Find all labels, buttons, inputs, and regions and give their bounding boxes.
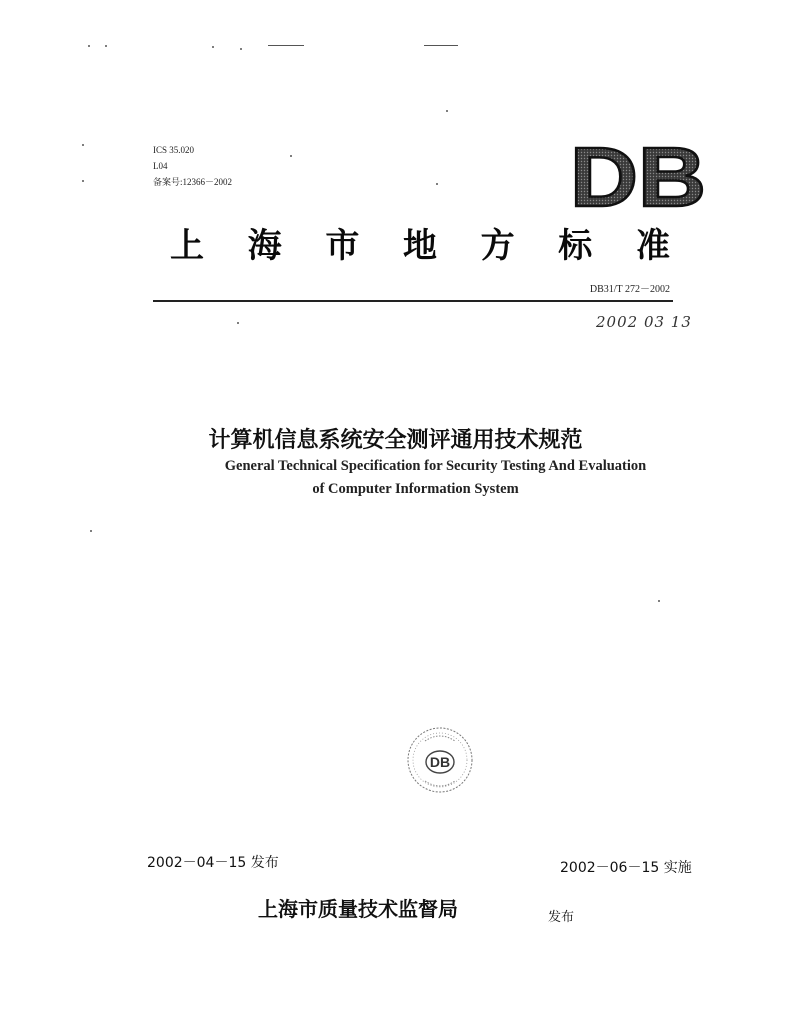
scan-speck: [82, 144, 84, 146]
title-char: 标: [558, 226, 593, 266]
publisher-action: 发布: [548, 910, 575, 925]
title-char: 地: [402, 226, 437, 266]
seal-emblem: [405, 723, 475, 797]
classification-block: [153, 142, 232, 190]
publisher-name: 上海市质量技术监督局: [258, 897, 458, 921]
scan-speck: [436, 183, 438, 185]
document-title-zh: 计算机信息系统安全测评通用技术规范: [208, 428, 583, 453]
scan-speck: [446, 110, 448, 112]
scan-speck: [88, 45, 90, 47]
header-divider: [153, 300, 673, 302]
title-char: 方: [480, 226, 515, 266]
scan-speck: [82, 180, 84, 182]
document-title-en-line2: of Computer Information System: [312, 481, 519, 497]
scan-speck: [290, 155, 292, 157]
ics-code: ICS 35.020: [153, 145, 195, 155]
standard-type-title: [170, 218, 670, 267]
category-code: L04: [153, 161, 168, 171]
db-logo: [568, 142, 708, 212]
seal-text: DB: [429, 754, 451, 770]
scan-speck: [424, 45, 458, 46]
scan-speck: [212, 46, 214, 48]
title-char: 市: [325, 226, 360, 266]
standard-number: DB31/T 272－2002: [589, 284, 670, 295]
implementation-date: 2002－06－15 实施: [560, 860, 692, 876]
issue-date: 2002－04－15 发布: [147, 855, 279, 871]
document-title-en-line1: General Technical Specification for Security Testing And Evaluation: [224, 458, 647, 474]
title-char: 上: [170, 226, 204, 266]
db-logo-text: DB: [570, 142, 706, 212]
scan-speck: [105, 45, 107, 47]
scan-speck: [90, 530, 92, 532]
scan-speck: [268, 45, 304, 46]
scan-speck: [240, 48, 242, 50]
title-char: 海: [247, 226, 282, 266]
title-char: 准: [635, 226, 670, 266]
scan-speck: [658, 600, 660, 602]
handwritten-note: 2002 03 13: [596, 313, 692, 331]
record-number: 备案号:12366－2002: [153, 177, 233, 187]
scan-speck: [237, 322, 239, 324]
